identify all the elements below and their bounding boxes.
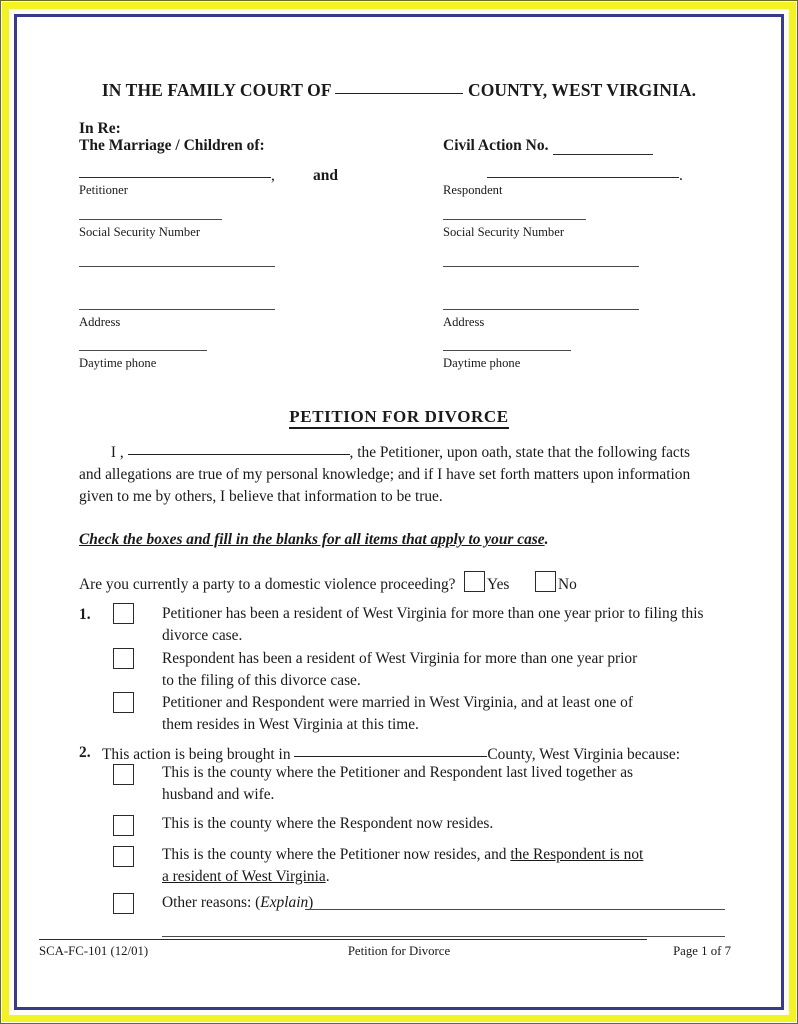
petitioner-phone-label: Daytime phone — [79, 356, 157, 370]
item-2-option-3-checkbox[interactable] — [113, 846, 134, 867]
item-2-lead: This action is being brought in — [102, 746, 291, 763]
item-1-option-3-text — [162, 692, 727, 736]
petitioner-address-blank-1[interactable] — [79, 266, 275, 267]
document-page — [17, 17, 781, 1007]
other-reasons-blank-1[interactable] — [305, 909, 725, 910]
item-2-option-3-underline-2: a resident of West Virginia — [162, 867, 326, 885]
item-1-option-2-checkbox[interactable] — [113, 648, 134, 669]
instruction-text: Check the boxes and fill in the blanks for all items that apply to your case — [79, 531, 545, 548]
marriage-children-label: The Marriage / Children of: — [79, 137, 265, 154]
item-2-option-2-line-1: This is the county where the Respondent now resides. — [162, 815, 494, 832]
item-2-number: 2. — [79, 744, 91, 761]
item-2-option-1-checkbox[interactable] — [113, 764, 134, 785]
item-2-option-3-underline-1: the Respondent is not — [510, 846, 644, 863]
respondent-address-blank-2[interactable] — [443, 309, 639, 310]
petitioner-oath-name-blank[interactable] — [128, 454, 350, 455]
footer-center-title: Petition for Divorce — [347, 944, 451, 958]
item-1-option-2-line-1: Respondent has been a resident of West Virginia for more than one year prior — [162, 650, 638, 667]
respondent-ssn-blank[interactable] — [443, 219, 586, 220]
respondent-address-label: Address — [443, 315, 485, 329]
item-2-option-2-text — [162, 813, 727, 835]
county-blank-field[interactable] — [335, 93, 463, 94]
oath-lead: I , — [110, 444, 124, 461]
other-reasons-blank-2[interactable] — [162, 936, 725, 937]
respondent-phone-blank[interactable] — [443, 350, 571, 351]
respondent-name-period: . — [679, 167, 683, 184]
item-2-option-3-line-1 — [162, 844, 727, 866]
page-title — [17, 407, 781, 427]
and-label: and — [313, 167, 338, 184]
court-heading-suffix: COUNTY, WEST VIRGINIA. — [467, 80, 697, 100]
item-1-option-3-line-1: Petitioner and Respondent were married in West Virginia, and at least one of — [162, 694, 633, 711]
oath-line2: and allegations are true of my personal knowledge; and if I have set forth matters upon information — [79, 465, 691, 483]
item-2-tail: County, West Virginia because: — [487, 746, 680, 763]
item-1-option-1-line-2: divorce case. — [162, 626, 243, 644]
footer-divider — [39, 939, 647, 940]
item-2-option-2-checkbox[interactable] — [113, 815, 134, 836]
item-1-option-3-line-2: them resides in West Virginia at this time. — [162, 715, 419, 733]
oath-paragraph — [79, 442, 725, 508]
civil-action-label: Civil Action No. — [443, 137, 549, 154]
petitioner-phone-blank[interactable] — [79, 350, 207, 351]
item-1-number: 1. — [79, 606, 91, 623]
other-reasons-label — [162, 892, 313, 914]
respondent-address-blank-1[interactable] — [443, 266, 639, 267]
item-2-option-3-plain: This is the county where the Petitioner now resides, and — [162, 846, 511, 863]
petitioner-name-comma: , — [271, 167, 275, 184]
petitioner-address-label: Address — [79, 315, 121, 329]
item-2-option-1-text — [162, 762, 727, 806]
court-heading — [17, 80, 781, 101]
respondent-ssn-label: Social Security Number — [443, 225, 565, 239]
petitioner-ssn-blank[interactable] — [79, 219, 222, 220]
instruction-period: . — [544, 531, 549, 548]
footer-form-id: SCA-FC-101 (12/01) — [39, 944, 149, 958]
court-heading-prefix: IN THE FAMILY COURT OF — [101, 80, 331, 100]
item-2-option-3-period: . — [325, 867, 330, 885]
item-1-option-2-line-2: to the filing of this divorce case. — [162, 671, 361, 689]
respondent-name-blank[interactable] — [487, 177, 679, 178]
item-2-option-3-text — [162, 844, 727, 888]
respondent-phone-label: Daytime phone — [443, 356, 521, 370]
item-1-option-1-checkbox[interactable] — [113, 603, 134, 624]
item-2-county-blank[interactable] — [294, 756, 487, 757]
in-re-label: In Re: — [79, 120, 121, 137]
item-1-option-1-text — [162, 603, 727, 647]
item-1-option-1-line-1: Petitioner has been a resident of West Virginia for more than one year prior to filing this — [162, 605, 704, 622]
footer-page-number: Page 1 of 7 — [673, 944, 731, 958]
other-reasons-label-start: Other reasons: ( — [162, 894, 261, 911]
other-reasons-checkbox[interactable] — [113, 893, 134, 914]
item-2-option-1-line-2: husband and wife. — [162, 785, 275, 803]
item-1-option-2-text — [162, 648, 727, 692]
dv-no-checkbox[interactable] — [535, 571, 556, 592]
petitioner-address-blank-2[interactable] — [79, 309, 275, 310]
respondent-role-label: Respondent — [443, 183, 503, 197]
oath-line3: given to me by others, I believe that information to be true. — [79, 487, 443, 505]
civil-action-number-blank[interactable] — [553, 154, 653, 155]
petitioner-name-blank[interactable] — [79, 177, 271, 178]
petitioner-role-label: Petitioner — [79, 183, 128, 197]
dv-yes-label: Yes — [487, 576, 510, 593]
petitioner-ssn-label: Social Security Number — [79, 225, 201, 239]
other-reasons-label-end: ) — [308, 894, 314, 911]
oath-line1-tail: , the Petitioner, upon oath, state that the following facts — [349, 444, 691, 461]
item-2-option-1-line-1: This is the county where the Petitioner and Respondent last lived together as — [162, 764, 634, 781]
item-1-option-3-checkbox[interactable] — [113, 692, 134, 713]
page-title-text: PETITION FOR DIVORCE — [289, 407, 508, 429]
dv-yes-checkbox[interactable] — [464, 571, 485, 592]
other-reasons-explain: Explain — [260, 894, 309, 911]
item-2-option-3-line-2 — [162, 866, 727, 888]
dv-question-label: Are you currently a party to a domestic violence proceeding? — [79, 576, 456, 593]
dv-no-label: No — [558, 576, 577, 593]
instruction-line — [79, 529, 548, 551]
